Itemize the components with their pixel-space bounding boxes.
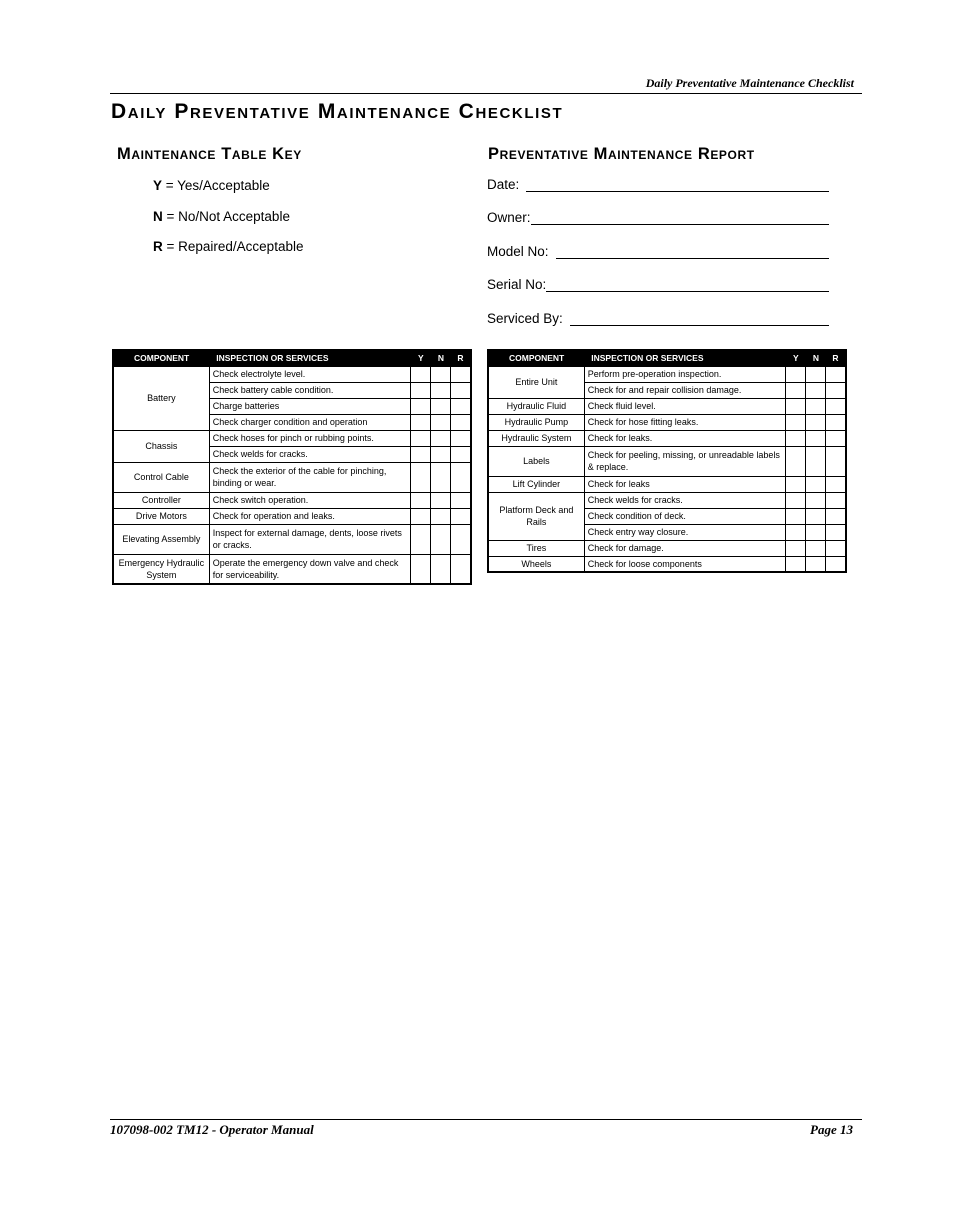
- n-checkbox-cell[interactable]: [806, 398, 826, 414]
- y-checkbox-cell[interactable]: [411, 524, 431, 554]
- n-checkbox-cell[interactable]: [431, 508, 451, 524]
- component-cell-drive-motors: Drive Motors: [113, 508, 209, 524]
- r-checkbox-cell[interactable]: [826, 430, 846, 446]
- r-checkbox-cell[interactable]: [826, 492, 846, 508]
- n-checkbox-cell[interactable]: [431, 554, 451, 584]
- table-row: [488, 556, 846, 572]
- inspection-cell: Check for operation and leaks.: [209, 508, 411, 524]
- inspection-cell: Check for hose fitting leaks.: [584, 414, 786, 430]
- table-row: [488, 430, 846, 446]
- n-checkbox-cell[interactable]: [431, 524, 451, 554]
- y-checkbox-cell[interactable]: [786, 366, 806, 382]
- model-no-field[interactable]: [487, 244, 829, 259]
- y-header: Y: [786, 350, 806, 366]
- table-row: [113, 462, 471, 492]
- table-header-row: [488, 350, 846, 366]
- table-row: [488, 492, 846, 508]
- component-cell-controller: Controller: [113, 492, 209, 508]
- inspection-cell: Check electrolyte level.: [209, 366, 411, 382]
- inspection-cell: Check entry way closure.: [584, 524, 786, 540]
- r-checkbox-cell[interactable]: [826, 366, 846, 382]
- n-checkbox-cell[interactable]: [806, 430, 826, 446]
- n-checkbox-cell[interactable]: [806, 508, 826, 524]
- key-item-n: [153, 209, 290, 224]
- y-checkbox-cell[interactable]: [411, 398, 431, 414]
- r-checkbox-cell[interactable]: [826, 382, 846, 398]
- header-rule: [110, 93, 862, 94]
- inspection-header: INSPECTION OR SERVICES: [209, 350, 411, 366]
- r-checkbox-cell[interactable]: [451, 508, 471, 524]
- page-title: Daily Preventative Maintenance Checklist: [111, 100, 564, 123]
- owner-label: Owner:: [487, 210, 531, 225]
- r-checkbox-cell[interactable]: [451, 554, 471, 584]
- inspection-cell: Check battery cable condition.: [209, 382, 411, 398]
- inspection-cell: Check for loose components: [584, 556, 786, 572]
- n-checkbox-cell[interactable]: [431, 446, 451, 462]
- y-checkbox-cell[interactable]: [411, 508, 431, 524]
- n-checkbox-cell[interactable]: [806, 414, 826, 430]
- component-cell-chassis: Chassis: [113, 430, 209, 462]
- date-input-line[interactable]: [526, 179, 829, 192]
- r-checkbox-cell[interactable]: [826, 414, 846, 430]
- n-checkbox-cell[interactable]: [431, 382, 451, 398]
- n-checkbox-cell[interactable]: [806, 446, 826, 476]
- component-cell-hydraulic-system: Hydraulic System: [488, 430, 584, 446]
- component-cell-labels: Labels: [488, 446, 584, 476]
- n-checkbox-cell[interactable]: [431, 430, 451, 446]
- inspection-cell: Check for damage.: [584, 540, 786, 556]
- r-checkbox-cell[interactable]: [451, 462, 471, 492]
- inspection-cell: Perform pre-operation inspection.: [584, 366, 786, 382]
- n-checkbox-cell[interactable]: [431, 366, 451, 382]
- inspection-cell: Operate the emergency down valve and check for serviceability.: [209, 554, 411, 584]
- inspection-cell: Check charger condition and operation: [209, 414, 411, 430]
- component-header: COMPONENT: [113, 350, 209, 366]
- key-meaning: = Repaired/Acceptable: [162, 239, 304, 254]
- y-checkbox-cell[interactable]: [786, 382, 806, 398]
- r-checkbox-cell[interactable]: [451, 430, 471, 446]
- component-cell-wheels: Wheels: [488, 556, 584, 572]
- serial-no-input-line[interactable]: [546, 279, 829, 292]
- table-row: [113, 524, 471, 554]
- y-checkbox-cell[interactable]: [786, 430, 806, 446]
- serial-no-field[interactable]: [487, 277, 829, 292]
- r-checkbox-cell[interactable]: [451, 398, 471, 414]
- n-checkbox-cell[interactable]: [806, 476, 826, 492]
- n-checkbox-cell[interactable]: [431, 414, 451, 430]
- r-checkbox-cell[interactable]: [826, 508, 846, 524]
- model-no-label: Model No:: [487, 244, 549, 259]
- component-cell-emergency-hydraulic-system: Emergency Hydraulic System: [113, 554, 209, 584]
- component-cell-entire-unit: Entire Unit: [488, 366, 584, 398]
- checklist-table-right: [487, 349, 847, 573]
- r-checkbox-cell[interactable]: [451, 446, 471, 462]
- inspection-cell: Check condition of deck.: [584, 508, 786, 524]
- inspection-cell: Check welds for cracks.: [209, 446, 411, 462]
- r-checkbox-cell[interactable]: [826, 476, 846, 492]
- y-checkbox-cell[interactable]: [411, 492, 431, 508]
- component-cell-platform-deck-and-rails: Platform Deck and Rails: [488, 492, 584, 540]
- n-checkbox-cell[interactable]: [806, 366, 826, 382]
- inspection-cell: Check fluid level.: [584, 398, 786, 414]
- running-header: Daily Preventative Maintenance Checklist: [645, 76, 854, 90]
- n-checkbox-cell[interactable]: [806, 382, 826, 398]
- n-checkbox-cell[interactable]: [806, 492, 826, 508]
- inspection-cell: Check for and repair collision damage.: [584, 382, 786, 398]
- r-checkbox-cell[interactable]: [826, 540, 846, 556]
- r-checkbox-cell[interactable]: [451, 382, 471, 398]
- y-checkbox-cell[interactable]: [786, 398, 806, 414]
- table-row: [113, 366, 471, 382]
- inspection-cell: Check switch operation.: [209, 492, 411, 508]
- inspection-cell: Check the exterior of the cable for pinching, binding or wear.: [209, 462, 411, 492]
- key-letter: N: [153, 209, 163, 224]
- n-checkbox-cell[interactable]: [806, 556, 826, 572]
- date-label: Date:: [487, 177, 520, 192]
- serviced-by-field[interactable]: [487, 311, 829, 326]
- r-header: R: [451, 350, 471, 366]
- inspection-cell: Inspect for external damage, dents, loose rivets or cracks.: [209, 524, 411, 554]
- report-section-title: Preventative Maintenance Report: [488, 145, 755, 163]
- table-header-row: [113, 350, 471, 366]
- y-checkbox-cell[interactable]: [786, 556, 806, 572]
- table-row: [488, 446, 846, 476]
- inspection-header: INSPECTION OR SERVICES: [584, 350, 786, 366]
- component-cell-tires: Tires: [488, 540, 584, 556]
- y-checkbox-cell[interactable]: [786, 524, 806, 540]
- r-checkbox-cell[interactable]: [826, 524, 846, 540]
- page-number: Page 13: [810, 1122, 853, 1137]
- r-header: R: [826, 350, 846, 366]
- y-checkbox-cell[interactable]: [411, 366, 431, 382]
- y-checkbox-cell[interactable]: [786, 476, 806, 492]
- r-checkbox-cell[interactable]: [451, 524, 471, 554]
- footer-doc-id: 107098-002 TM12 - Operator Manual: [110, 1122, 314, 1137]
- r-checkbox-cell[interactable]: [826, 446, 846, 476]
- n-checkbox-cell[interactable]: [806, 524, 826, 540]
- key-item-y: [153, 178, 270, 193]
- n-checkbox-cell[interactable]: [806, 540, 826, 556]
- inspection-cell: Charge batteries: [209, 398, 411, 414]
- table-row: [488, 476, 846, 492]
- table-row: [113, 554, 471, 584]
- y-checkbox-cell[interactable]: [411, 446, 431, 462]
- component-header: COMPONENT: [488, 350, 584, 366]
- y-checkbox-cell[interactable]: [411, 554, 431, 584]
- key-item-r: [153, 239, 303, 254]
- model-no-input-line[interactable]: [556, 246, 829, 259]
- y-checkbox-cell[interactable]: [786, 414, 806, 430]
- table-row: [488, 414, 846, 430]
- inspection-cell: Check hoses for pinch or rubbing points.: [209, 430, 411, 446]
- table-row: [113, 492, 471, 508]
- n-header: N: [806, 350, 826, 366]
- table-row: [488, 366, 846, 382]
- inspection-cell: Check for leaks.: [584, 430, 786, 446]
- y-checkbox-cell[interactable]: [411, 430, 431, 446]
- component-cell-hydraulic-fluid: Hydraulic Fluid: [488, 398, 584, 414]
- inspection-cell: Check for peeling, missing, or unreadable labels & replace.: [584, 446, 786, 476]
- component-cell-hydraulic-pump: Hydraulic Pump: [488, 414, 584, 430]
- table-row: [113, 508, 471, 524]
- y-header: Y: [411, 350, 431, 366]
- n-checkbox-cell[interactable]: [431, 398, 451, 414]
- r-checkbox-cell[interactable]: [451, 414, 471, 430]
- key-meaning: = Yes/Acceptable: [162, 178, 270, 193]
- y-checkbox-cell[interactable]: [786, 492, 806, 508]
- table-row: [488, 398, 846, 414]
- r-checkbox-cell[interactable]: [451, 492, 471, 508]
- table-row: [488, 540, 846, 556]
- key-letter: Y: [153, 178, 163, 193]
- n-checkbox-cell[interactable]: [431, 462, 451, 492]
- component-cell-lift-cylinder: Lift Cylinder: [488, 476, 584, 492]
- key-letter: R: [153, 239, 163, 254]
- r-checkbox-cell[interactable]: [826, 398, 846, 414]
- y-checkbox-cell[interactable]: [786, 446, 806, 476]
- owner-input-line[interactable]: [531, 212, 829, 225]
- date-field[interactable]: [487, 177, 829, 192]
- inspection-cell: Check for leaks: [584, 476, 786, 492]
- serviced-by-input-line[interactable]: [570, 313, 829, 326]
- n-checkbox-cell[interactable]: [431, 492, 451, 508]
- component-cell-elevating-assembly: Elevating Assembly: [113, 524, 209, 554]
- y-checkbox-cell[interactable]: [411, 382, 431, 398]
- serial-no-label: Serial No:: [487, 277, 547, 292]
- y-checkbox-cell[interactable]: [786, 508, 806, 524]
- checklist-table-left: [112, 349, 472, 585]
- y-checkbox-cell[interactable]: [411, 414, 431, 430]
- footer-rule: [110, 1119, 862, 1120]
- y-checkbox-cell[interactable]: [411, 462, 431, 492]
- table-row: [113, 430, 471, 446]
- r-checkbox-cell[interactable]: [826, 556, 846, 572]
- n-header: N: [431, 350, 451, 366]
- component-cell-battery: Battery: [113, 366, 209, 430]
- serviced-by-label: Serviced By:: [487, 311, 563, 326]
- key-meaning: = No/Not Acceptable: [162, 209, 290, 224]
- component-cell-control-cable: Control Cable: [113, 462, 209, 492]
- y-checkbox-cell[interactable]: [786, 540, 806, 556]
- inspection-cell: Check welds for cracks.: [584, 492, 786, 508]
- owner-field[interactable]: [487, 210, 829, 225]
- key-section-title: Maintenance Table Key: [117, 145, 302, 163]
- r-checkbox-cell[interactable]: [451, 366, 471, 382]
